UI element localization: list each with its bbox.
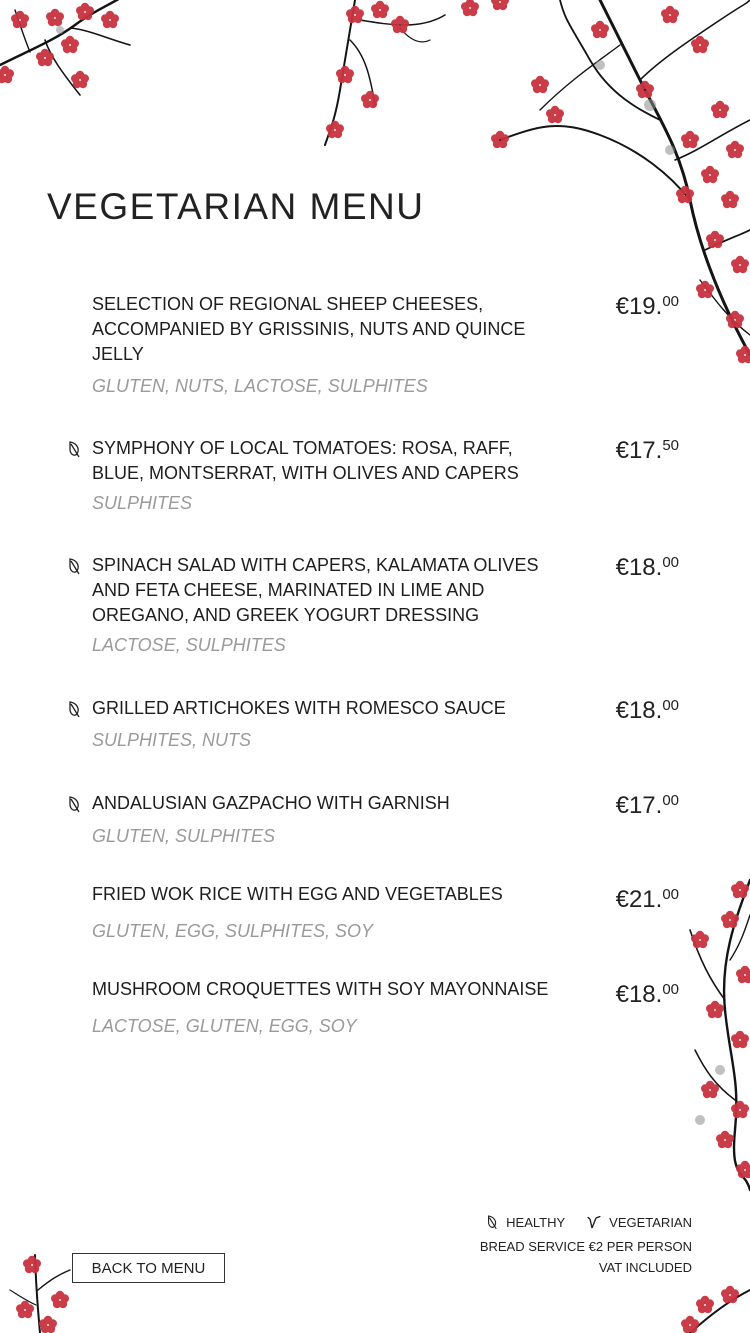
price: €19.00 <box>615 293 679 320</box>
allergens: GLUTEN, NUTS, LACTOSE, SULPHITES <box>92 376 428 396</box>
vegetarian-sprout-icon <box>587 1215 601 1229</box>
dish-name: ANDALUSIAN GAZPACHO WITH GARNISH <box>92 793 450 813</box>
back-to-menu-button[interactable]: BACK TO MENU <box>72 1253 225 1283</box>
healthy-leaf-icon <box>486 1214 498 1230</box>
page-title: VEGETARIAN MENU <box>47 186 425 227</box>
price: €18.00 <box>615 554 679 581</box>
allergens: GLUTEN, EGG, SULPHITES, SOY <box>92 921 374 941</box>
legend <box>486 1214 692 1230</box>
allergens: SULPHITES <box>92 493 193 513</box>
dish-name: SYMPHONY OF LOCAL TOMATOES: ROSA, RAFF, BLUE, MONTSERRAT, WITH OLIVES AND CAPERS <box>92 438 519 483</box>
healthy-leaf-icon <box>67 440 81 458</box>
vat-note: VAT INCLUDED <box>598 1260 692 1275</box>
price: €17.00 <box>615 792 679 819</box>
allergens: LACTOSE, GLUTEN, EGG, SOY <box>92 1016 357 1036</box>
price: €18.00 <box>615 981 679 1008</box>
price: €18.00 <box>615 697 679 724</box>
allergens: LACTOSE, SULPHITES <box>92 635 286 655</box>
dish-name: SPINACH SALAD WITH CAPERS, KALAMATA OLIVES AND FETA CHEESE, MARINATED IN LIME AND OREGANO, AND GREEK YOGURT DRESSING <box>92 555 539 625</box>
legend-healthy <box>486 1214 565 1230</box>
allergens: SULPHITES, NUTS <box>92 730 252 750</box>
price: €17.50 <box>615 437 679 464</box>
legend-vegetarian <box>587 1215 692 1230</box>
healthy-leaf-icon <box>67 795 81 813</box>
dish-name: MUSHROOM CROQUETTES WITH SOY MAYONNAISE <box>92 979 549 999</box>
legend-vegetarian-label: VEGETARIAN <box>609 1214 692 1230</box>
dish-name: GRILLED ARTICHOKES WITH ROMESCO SAUCE <box>92 698 506 718</box>
healthy-leaf-icon <box>67 557 81 575</box>
bread-service-note: BREAD SERVICE €2 PER PERSON <box>479 1239 692 1254</box>
price: €21.00 <box>615 886 679 913</box>
dish-name: SELECTION OF REGIONAL SHEEP CHEESES, ACCOMPANIED BY GRISSINIS, NUTS AND QUINCE JELLY <box>92 294 526 364</box>
dish-name: FRIED WOK RICE WITH EGG AND VEGETABLES <box>92 884 503 904</box>
healthy-leaf-icon <box>67 700 81 718</box>
legend-healthy-label: HEALTHY <box>506 1214 566 1230</box>
allergens: GLUTEN, SULPHITES <box>92 826 276 846</box>
